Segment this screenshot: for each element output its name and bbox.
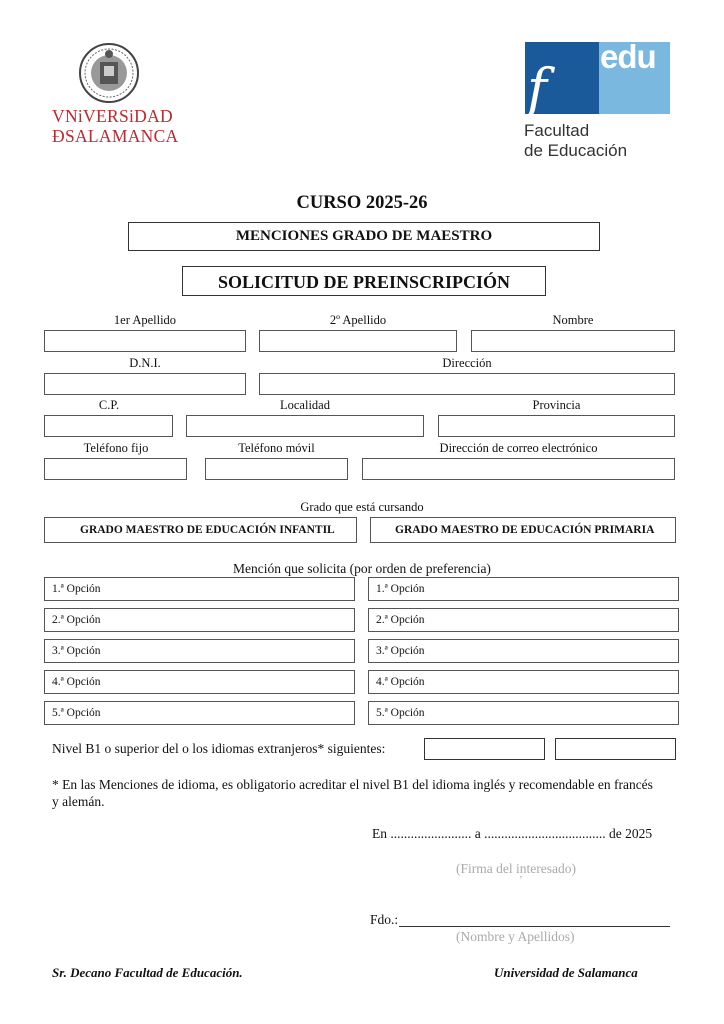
cp-field[interactable] <box>44 415 173 437</box>
nombre-apellidos-label: (Nombre y Apellidos) <box>456 929 575 944</box>
primaria-option-1[interactable] <box>368 577 679 601</box>
grado-infantil-box[interactable] <box>44 517 357 543</box>
apellido2-label: 2º Apellido <box>329 313 387 327</box>
primaria-option-5[interactable] <box>368 701 679 725</box>
primaria-option-4[interactable] <box>368 670 679 694</box>
tel-movil-label: Teléfono móvil <box>238 441 315 455</box>
option-label: 2.ª Opción <box>52 614 101 626</box>
option-label: 2.ª Opción <box>376 614 425 626</box>
infantil-option-3[interactable] <box>44 639 355 663</box>
apellido1-field[interactable] <box>44 330 246 352</box>
option-label: 3.ª Opción <box>52 645 101 657</box>
menciones-title: MENCIONES GRADO DE MAESTRO <box>235 228 493 244</box>
solicitud-title: SOLICITUD DE PREINSCRIPCIÓN <box>217 272 511 292</box>
mencion-label: Mención que solicita (por orden de preferencia) <box>233 561 491 576</box>
signature-line[interactable] <box>399 926 670 927</box>
idioma-field-1[interactable] <box>424 738 545 760</box>
firma-label: (Firma del interesado) <box>456 861 576 876</box>
option-label: 4.ª Opción <box>376 676 425 688</box>
usal-logo-line2: ÐSALAMANCA <box>52 126 179 146</box>
faculty-logo-line1: Facultad <box>524 121 590 140</box>
localidad-field[interactable] <box>186 415 424 437</box>
infantil-option-4[interactable] <box>44 670 355 694</box>
direccion-field[interactable] <box>259 373 675 395</box>
firma-mark: ’ <box>519 874 523 886</box>
option-label: 3.ª Opción <box>376 645 425 657</box>
course-title: CURSO 2025-26 <box>296 193 428 213</box>
provincia-label: Provincia <box>532 398 581 412</box>
university-seal-logo <box>78 42 140 104</box>
faculty-logo-text <box>524 121 627 161</box>
faculty-logo-line2: de Educación <box>524 141 628 160</box>
lugar-fecha-line: En ........................ a .................................... de 2025 <box>372 826 653 841</box>
grado-primaria-label: GRADO MAESTRO DE EDUCACIÓN PRIMARIA <box>395 524 655 536</box>
option-label: 4.ª Opción <box>52 676 101 688</box>
idioma-field-2[interactable] <box>555 738 676 760</box>
fdo-label: Fdo.: <box>370 912 399 927</box>
primaria-option-2[interactable] <box>368 608 679 632</box>
infantil-option-1[interactable] <box>44 577 355 601</box>
email-label: Dirección de correo electrónico <box>439 441 598 455</box>
dni-field[interactable] <box>44 373 246 395</box>
localidad-label: Localidad <box>280 398 330 412</box>
nombre-field[interactable] <box>471 330 675 352</box>
grado-infantil-label: GRADO MAESTRO DE EDUCACIÓN INFANTIL <box>80 524 335 536</box>
option-label: 1.ª Opción <box>376 583 425 595</box>
idiomas-label: Nivel B1 o superior del o los idiomas extranjeros* siguientes: <box>52 741 386 756</box>
usal-logo-line1: VNiVERSiDAD <box>52 106 173 126</box>
email-field[interactable] <box>362 458 675 480</box>
cp-label: C.P. <box>98 398 120 412</box>
footer-recipient: Sr. Decano Facultad de Educación. <box>52 965 243 980</box>
idiomas-note-line2: y alemán. <box>52 794 105 809</box>
tel-fijo-field[interactable] <box>44 458 187 480</box>
dni-label: D.N.I. <box>129 356 161 370</box>
infantil-option-2[interactable] <box>44 608 355 632</box>
grado-primaria-box[interactable] <box>370 517 676 543</box>
option-label: 1.ª Opción <box>52 583 101 595</box>
provincia-field[interactable] <box>438 415 675 437</box>
idiomas-note-line1: * En las Menciones de idioma, es obligatorio acreditar el nivel B1 del idioma inglés y recomendable en francés <box>52 777 653 792</box>
apellido1-label: 1er Apellido <box>113 313 177 327</box>
option-label: 5.ª Opción <box>376 707 425 719</box>
edu-logo-word: edu <box>600 38 656 75</box>
infantil-option-5[interactable] <box>44 701 355 725</box>
university-logo-text <box>52 106 178 146</box>
edu-logo-f: f <box>527 57 547 120</box>
grado-label: Grado que está cursando <box>300 500 424 514</box>
tel-fijo-label: Teléfono fijo <box>83 441 149 455</box>
footer-university: Universidad de Salamanca <box>494 965 638 980</box>
apellido2-field[interactable] <box>259 330 457 352</box>
tel-movil-field[interactable] <box>205 458 348 480</box>
primaria-option-3[interactable] <box>368 639 679 663</box>
option-label: 5.ª Opción <box>52 707 101 719</box>
direccion-label: Dirección <box>442 356 492 370</box>
nombre-label: Nombre <box>552 313 594 327</box>
